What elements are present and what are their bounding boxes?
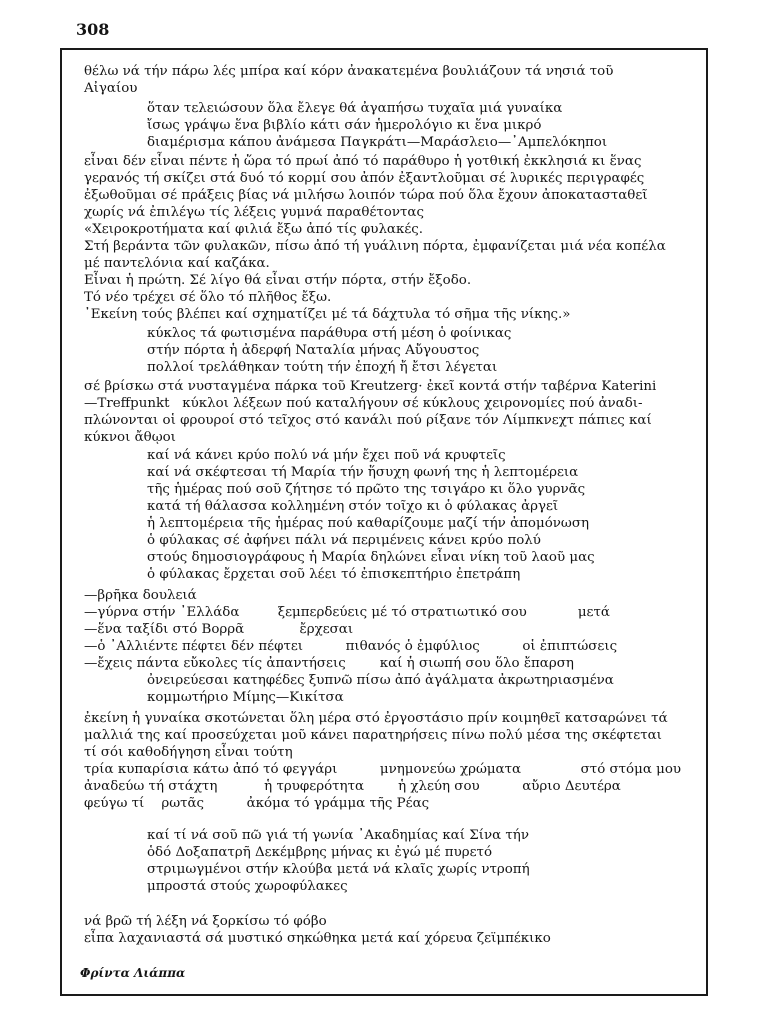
poem-line: κομμωτήριο Μίμης—Κικίτσα bbox=[147, 690, 344, 705]
poem-line: στούς δημοσιογράφους ἡ Μαρία δηλώνει εἶναι νίκη τοῦ λαοῦ μας bbox=[147, 550, 595, 565]
poem-line: —βρῆκα δουλειά bbox=[84, 588, 197, 603]
poem-line: ὁ φύλακας σέ ἀφήνει πάλι νά περιμένεις κάνει κρύο πολύ bbox=[147, 533, 541, 548]
poem-line: Αἰγαίου bbox=[84, 81, 138, 96]
poem-line: ὁδό Δοξαπατρῆ Δεκέμβρης μήνας κι ἐγώ μέ πυρετό bbox=[147, 845, 493, 860]
poem-line: τῆς ἡμέρας πού σοῦ ζήτησε τό πρῶτο της τσιγάρο κι ὅλο γυρνᾶς bbox=[147, 482, 586, 497]
poem-line: ὁ φύλακας ἔρχεται σοῦ λέει τό ἐπισκεπτήριο ἐπετράπη bbox=[147, 567, 521, 582]
poem-line: εἶναι δέν εἶναι πέντε ἡ ὥρα τό πρωί ἀπό τό παράθυρο ἡ γοτθική ἐκκλησιά κι ἕνας bbox=[84, 154, 642, 169]
poem-line: Στή βεράντα τῶν φυλακῶν, πίσω ἀπό τή γυάλινη πόρτα, ἐμφανίζεται μιά νέα κοπέλα bbox=[84, 239, 666, 254]
poem-line: ἐκείνη ἡ γυναίκα σκοτώνεται ὅλη μέρα στό ἐργοστάσιο πρίν κοιμηθεῖ κατσαρώνει τά bbox=[84, 711, 668, 726]
poem-line: μέ παντελόνια καί καζάκα. bbox=[84, 256, 270, 271]
poem-line: κύκνοι ἄθῳοι bbox=[84, 430, 176, 445]
poem-line: καί νά σκέφτεσαι τή Μαρία τήν ἥσυχη φωνή της ἡ λεπτομέρεια bbox=[147, 465, 579, 480]
poem-line: καί τί νά σοῦ πῶ γιά τή γωνία ᾽Ακαδημίας καί Σίνα τήν bbox=[147, 828, 529, 843]
author-signature: Φρίντα Λιάππα bbox=[80, 966, 186, 980]
poem-line: Εἶναι ἡ πρώτη. Σέ λίγο θά εἶναι στήν πόρτα, στήν ἔξοδο. bbox=[84, 273, 472, 288]
poem-line: τί σόι καθοδήγηση εἶναι τούτη bbox=[84, 745, 293, 760]
poem-line: ἐξωθοῦμαι σέ πράξεις βίας νά μιλήσω λοιπόν τώρα πού ὅλα ἔχουν ἀποκατασταθεῖ bbox=[84, 188, 648, 203]
poem-line: καί νά κάνει κρύο πολύ νά μήν ἔχει ποῦ νά κρυφτεῖς bbox=[147, 448, 506, 463]
poem-line: κατά τή θάλασσα κολλημένη στόν τοῖχο κι ὁ φύλακας ἀργεῖ bbox=[147, 499, 559, 514]
poem-line: κύκλος τά φωτισμένα παράθυρα στή μέση ὁ φοίνικας bbox=[147, 326, 512, 341]
poem-line: νά βρῶ τή λέξη νά ξορκίσω τό φόβο bbox=[84, 914, 327, 929]
poem-line: Τό νέο τρέχει σέ ὅλο τό πλῆθος ἔξω. bbox=[84, 290, 332, 305]
poem-line: ὅταν τελειώσουν ὅλα ἔλεγε θά ἀγαπήσω τυχαῖα μιά γυναίκα bbox=[147, 101, 563, 116]
poem-line: ἀναδεύω τή στάχτη ἡ τρυφερότητα ἡ χλεύη σου αὔριο Δευτέρα bbox=[84, 779, 621, 794]
poem-line: μπροστά στούς χωροφύλακες bbox=[147, 879, 348, 894]
poem-line: τρία κυπαρίσια κάτω ἀπό τό φεγγάρι μνημονεύω χρώματα στό στόμα μου bbox=[84, 762, 682, 777]
poem-line: γερανός τή σκίζει στά δυό τό κορμί σου ἀπόν ἐξαντλοῦμαι σέ λυρικές περιγραφές bbox=[84, 171, 645, 186]
poem-line: πλώνονται οἱ φρουροί στό τεῖχος στό κανάλι πού ρίξανε τόν Λίμπκνεχτ πάπιες καί bbox=[84, 413, 652, 428]
poem-line: ἴσως γράψω ἕνα βιβλίο κάτι σάν ἡμερολόγιο κι ἕνα μικρό bbox=[147, 118, 542, 133]
poem-line: —ὁ ᾽Αλλιέντε πέφτει δέν πέφτει πιθανός ὁ ἐμφύλιος οἱ ἐπιπτώσεις bbox=[84, 639, 618, 654]
poem-line: φεύγω τί ρωτᾶς ἀκόμα τό γράμμα τῆς Ρέας bbox=[84, 796, 430, 811]
page-number: 308 bbox=[76, 20, 110, 39]
poem-line: διαμέρισμα κάπου ἀνάμεσα Παγκράτι—Μαράσλειο—᾽Αμπελόκηποι bbox=[147, 135, 608, 150]
poem-line: σέ βρίσκω στά νυσταγμένα πάρκα τοῦ Kreutzerg· ἐκεῖ κοντά στήν ταβέρνα Katerini bbox=[84, 379, 657, 394]
poem-line: στήν πόρτα ἡ ἀδερφή Ναταλία μήνας Αὔγουστος bbox=[147, 343, 480, 358]
poem-line: —ἕνα ταξίδι στό Βορρᾶ ἔρχεσαι bbox=[84, 622, 354, 637]
poem-line: θέλω νά τήν πάρω λές μπίρα καί κόρν ἀνακατεμένα βουλιάζουν τά νησιά τοῦ bbox=[84, 64, 614, 79]
poem-line: χωρίς νά ἐπιλέγω τίς λέξεις γυμνά παραθέτοντας bbox=[84, 205, 424, 220]
poem-line: πολλοί τρελάθηκαν τούτη τήν ἐποχή ἤ ἔτσι λέγεται bbox=[147, 360, 498, 375]
poem-line: στριμωγμένοι στήν κλούβα μετά νά κλαῖς χωρίς ντροπή bbox=[147, 862, 530, 877]
poem-line: —γύρνα στήν ᾽Ελλάδα ξεμπερδεύεις μέ τό στρατιωτικό σου μετά bbox=[84, 605, 610, 620]
poem-line: ᾽Εκείνη τούς βλέπει καί σχηματίζει μέ τά δάχτυλα τό σῆμα τῆς νίκης.» bbox=[84, 307, 571, 322]
poem-line: ὀνειρεύεσαι κατηφέδες ξυπνῶ πίσω ἀπό ἀγάλματα ἀκρωτηριασμένα bbox=[147, 673, 614, 688]
poem-line: ἡ λεπτομέρεια τῆς ἡμέρας πού καθαρίζουμε μαζί τήν ἀπομόνωση bbox=[147, 516, 589, 531]
poem-line: εἶπα λαχανιαστά σά μυστικό σηκώθηκα μετά καί χόρευα ζεϊμπέκικο bbox=[84, 931, 551, 946]
poem-frame bbox=[60, 48, 708, 996]
poem-line: μαλλιά της καί προσεύχεται μοῦ κάνει παρατηρήσεις πίνω πολύ μέσα της σκέφτεται bbox=[84, 728, 662, 743]
poem-line: —ἔχεις πάντα εὔκολες τίς ἀπαντήσεις καί ἡ σιωπή σου ὅλο ἔπαρση bbox=[84, 656, 574, 671]
poem-line: —Treffpunkt κύκλοι λέξεων πού καταλήγουν σέ κύκλους χειρονομίες πού ἀναδι- bbox=[84, 396, 643, 411]
poem-line: «Χειροκροτήματα καί φιλιά ἔξω ἀπό τίς φυλακές. bbox=[84, 222, 424, 237]
